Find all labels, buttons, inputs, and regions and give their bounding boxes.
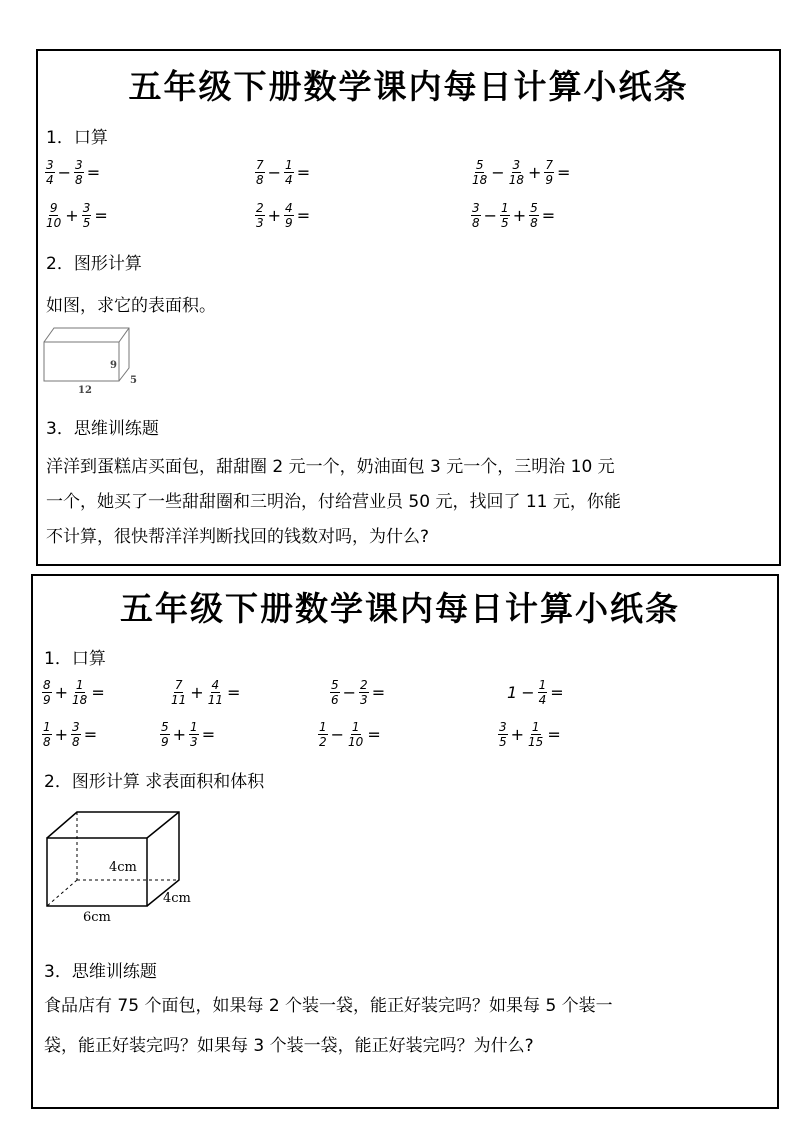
equals-sign: = <box>550 683 564 702</box>
operator: − <box>483 206 498 225</box>
fraction-denominator: 8 <box>530 216 538 230</box>
fraction <box>255 201 265 230</box>
oral-calc-expression <box>44 158 102 187</box>
fraction-numerator: 3 <box>472 201 480 215</box>
fraction-denominator: 8 <box>75 173 83 187</box>
fraction-numerator: 1 <box>43 720 51 734</box>
equals-sign: = <box>83 725 98 744</box>
fraction <box>45 201 62 230</box>
fraction-denominator: 18 <box>472 173 488 187</box>
cuboid-figure <box>43 808 213 926</box>
fraction-numerator: 1 <box>538 678 547 692</box>
fraction-denominator: 18 <box>508 173 524 187</box>
worksheet-title: 五年级下册数学课内每日计算小纸条 <box>128 67 689 106</box>
cuboid-figure <box>42 325 152 395</box>
fraction-numerator: 2 <box>360 678 368 692</box>
operator: − <box>267 163 282 182</box>
fraction-numerator: 1 <box>190 720 198 734</box>
fraction-denominator: 4 <box>285 173 293 187</box>
oral-calc-expression <box>470 201 557 230</box>
cuboid-height-label: 4cm <box>109 860 137 875</box>
fraction-numerator: 2 <box>256 201 264 215</box>
operator: + <box>65 206 79 225</box>
problem-line: 食品店有 75 个面包，如果每 2 个装一袋，能正好装完吗？如果每 5 个装一 <box>44 996 613 1016</box>
fraction <box>207 678 224 707</box>
problem-text <box>46 450 621 555</box>
fraction-denominator: 4 <box>538 693 547 707</box>
fraction-denominator: 9 <box>43 693 51 707</box>
operator: + <box>172 725 187 744</box>
fraction-denominator: 8 <box>43 735 51 749</box>
worksheet-card-1 <box>36 49 781 566</box>
fraction <box>284 201 294 230</box>
fraction-numerator: 1 <box>285 158 293 172</box>
fraction-denominator: 11 <box>171 693 187 707</box>
equals-sign: = <box>541 206 556 225</box>
fraction <box>471 201 481 230</box>
fraction <box>508 158 525 187</box>
equals-sign: = <box>94 206 108 225</box>
worksheet-card-2 <box>31 574 779 1109</box>
oral-calc-expression <box>169 678 242 707</box>
fraction <box>82 201 92 230</box>
fraction-denominator: 3 <box>360 693 368 707</box>
oral-calc-expression <box>159 720 217 749</box>
fraction-numerator: 7 <box>256 158 264 172</box>
fraction-numerator: 4 <box>211 678 220 692</box>
fraction-denominator: 5 <box>82 216 91 230</box>
fraction <box>170 678 187 707</box>
fraction-denominator: 11 <box>207 693 223 707</box>
fraction <box>500 201 510 230</box>
fraction-numerator: 1 <box>531 720 540 734</box>
section-heading-thinking: 3．思维训练题 <box>46 419 159 439</box>
oral-calc-expression <box>41 678 107 707</box>
oral-calc-expression <box>254 201 312 230</box>
fraction-numerator: 1 <box>351 720 360 734</box>
fraction-numerator: 1 <box>501 201 509 215</box>
operator: − <box>521 683 535 702</box>
equals-sign: = <box>371 683 386 702</box>
fraction-denominator: 5 <box>501 216 509 230</box>
oral-calc-expression <box>470 158 572 187</box>
fraction-numerator: 9 <box>49 201 58 215</box>
fraction <box>284 158 294 187</box>
operator: + <box>54 725 69 744</box>
operator: − <box>342 683 357 702</box>
equals-sign: = <box>557 163 571 182</box>
equals-sign: = <box>367 725 381 744</box>
fraction <box>45 158 55 187</box>
fraction-denominator: 9 <box>545 173 554 187</box>
fraction <box>71 678 88 707</box>
section-heading-thinking: 3．思维训练题 <box>44 962 157 982</box>
fraction <box>71 720 81 749</box>
fraction <box>42 720 52 749</box>
fraction-denominator: 9 <box>161 735 169 749</box>
section-heading-oral-calc: 1．口算 <box>44 649 106 669</box>
fraction-numerator: 1 <box>319 720 327 734</box>
problem-line: 袋，能正好装完吗？如果每 3 个装一袋，能正好装完吗？为什么? <box>44 1036 534 1056</box>
equals-sign: = <box>226 683 241 702</box>
whole-number: 1 <box>507 683 518 702</box>
oral-calc-expression <box>317 720 383 749</box>
fraction <box>255 158 265 187</box>
fraction-denominator: 10 <box>348 735 364 749</box>
equals-sign: = <box>547 725 561 744</box>
oral-calc-expression <box>254 158 312 187</box>
cuboid-width-label: 4cm <box>163 891 191 906</box>
operator: − <box>57 163 72 182</box>
equals-sign: = <box>201 725 216 744</box>
oral-calc-expression <box>507 678 566 707</box>
fraction <box>160 720 170 749</box>
fraction-denominator: 15 <box>528 735 544 749</box>
fraction <box>544 158 554 187</box>
equals-sign: = <box>296 163 311 182</box>
fraction-numerator: 5 <box>475 158 484 172</box>
fraction-numerator: 7 <box>174 678 183 692</box>
operator: − <box>330 725 345 744</box>
operator: + <box>54 683 69 702</box>
section-heading-shape-calc: 2．图形计算 求表面积和体积 <box>44 772 265 792</box>
fraction <box>330 678 340 707</box>
fraction <box>189 720 199 749</box>
problem-line: 不计算，很快帮洋洋判断找回的钱数对吗，为什么? <box>46 527 430 547</box>
fraction-numerator: 3 <box>82 201 91 215</box>
fraction <box>347 720 364 749</box>
section-prompt: 如图，求它的表面积。 <box>46 296 216 316</box>
operator: − <box>491 163 505 182</box>
section-heading-oral-calc: 1．口算 <box>46 128 108 148</box>
oral-calc-expression <box>44 201 110 230</box>
fraction <box>42 678 52 707</box>
operator: + <box>527 163 542 182</box>
equals-sign: = <box>91 683 105 702</box>
fraction <box>498 720 508 749</box>
fraction-numerator: 3 <box>46 158 54 172</box>
oral-calc-expression <box>497 720 563 749</box>
fraction-denominator: 5 <box>499 735 507 749</box>
cuboid-width-label: 5 <box>130 375 137 386</box>
fraction-numerator: 4 <box>285 201 293 215</box>
fraction-denominator: 18 <box>72 693 88 707</box>
fraction <box>471 158 488 187</box>
problem-line: 一个，她买了一些甜甜圈和三明治，付给营业员 50 元，找回了 11 元，你能 <box>46 492 621 512</box>
fraction <box>359 678 369 707</box>
fraction-denominator: 10 <box>46 216 62 230</box>
oral-calc-expression <box>41 720 99 749</box>
equals-sign: = <box>86 163 101 182</box>
fraction-numerator: 3 <box>499 720 507 734</box>
fraction-denominator: 8 <box>256 173 264 187</box>
fraction-numerator: 3 <box>75 158 83 172</box>
fraction <box>318 720 328 749</box>
fraction-numerator: 3 <box>72 720 80 734</box>
fraction-numerator: 3 <box>512 158 521 172</box>
fraction-denominator: 3 <box>190 735 198 749</box>
fraction-denominator: 2 <box>319 735 327 749</box>
operator: + <box>267 206 282 225</box>
fraction-denominator: 8 <box>72 735 80 749</box>
cuboid-length-label: 12 <box>78 385 92 395</box>
operator: + <box>510 725 525 744</box>
fraction-numerator: 7 <box>545 158 554 172</box>
fraction-denominator: 8 <box>472 216 480 230</box>
problem-line: 洋洋到蛋糕店买面包，甜甜圈 2 元一个，奶油面包 3 元一个，三明治 10 元 <box>46 457 615 477</box>
cuboid-length-label: 6cm <box>83 910 111 925</box>
fraction-denominator: 6 <box>331 693 339 707</box>
section-heading-shape-calc: 2．图形计算 <box>46 254 142 274</box>
cuboid-height-label: 9 <box>110 360 117 371</box>
equals-sign: = <box>296 206 311 225</box>
operator: + <box>190 683 204 702</box>
fraction <box>538 678 548 707</box>
fraction-numerator: 1 <box>75 678 84 692</box>
problem-text <box>44 986 613 1066</box>
operator: + <box>512 206 527 225</box>
fraction-denominator: 4 <box>46 173 54 187</box>
fraction-numerator: 5 <box>161 720 169 734</box>
fraction-numerator: 8 <box>43 678 51 692</box>
fraction <box>74 158 84 187</box>
fraction <box>529 201 539 230</box>
worksheet-title: 五年级下册数学课内每日计算小纸条 <box>120 589 680 628</box>
fraction-numerator: 5 <box>331 678 339 692</box>
fraction-numerator: 5 <box>530 201 538 215</box>
fraction <box>527 720 544 749</box>
fraction-denominator: 3 <box>256 216 264 230</box>
fraction-denominator: 9 <box>285 216 293 230</box>
oral-calc-expression <box>329 678 387 707</box>
